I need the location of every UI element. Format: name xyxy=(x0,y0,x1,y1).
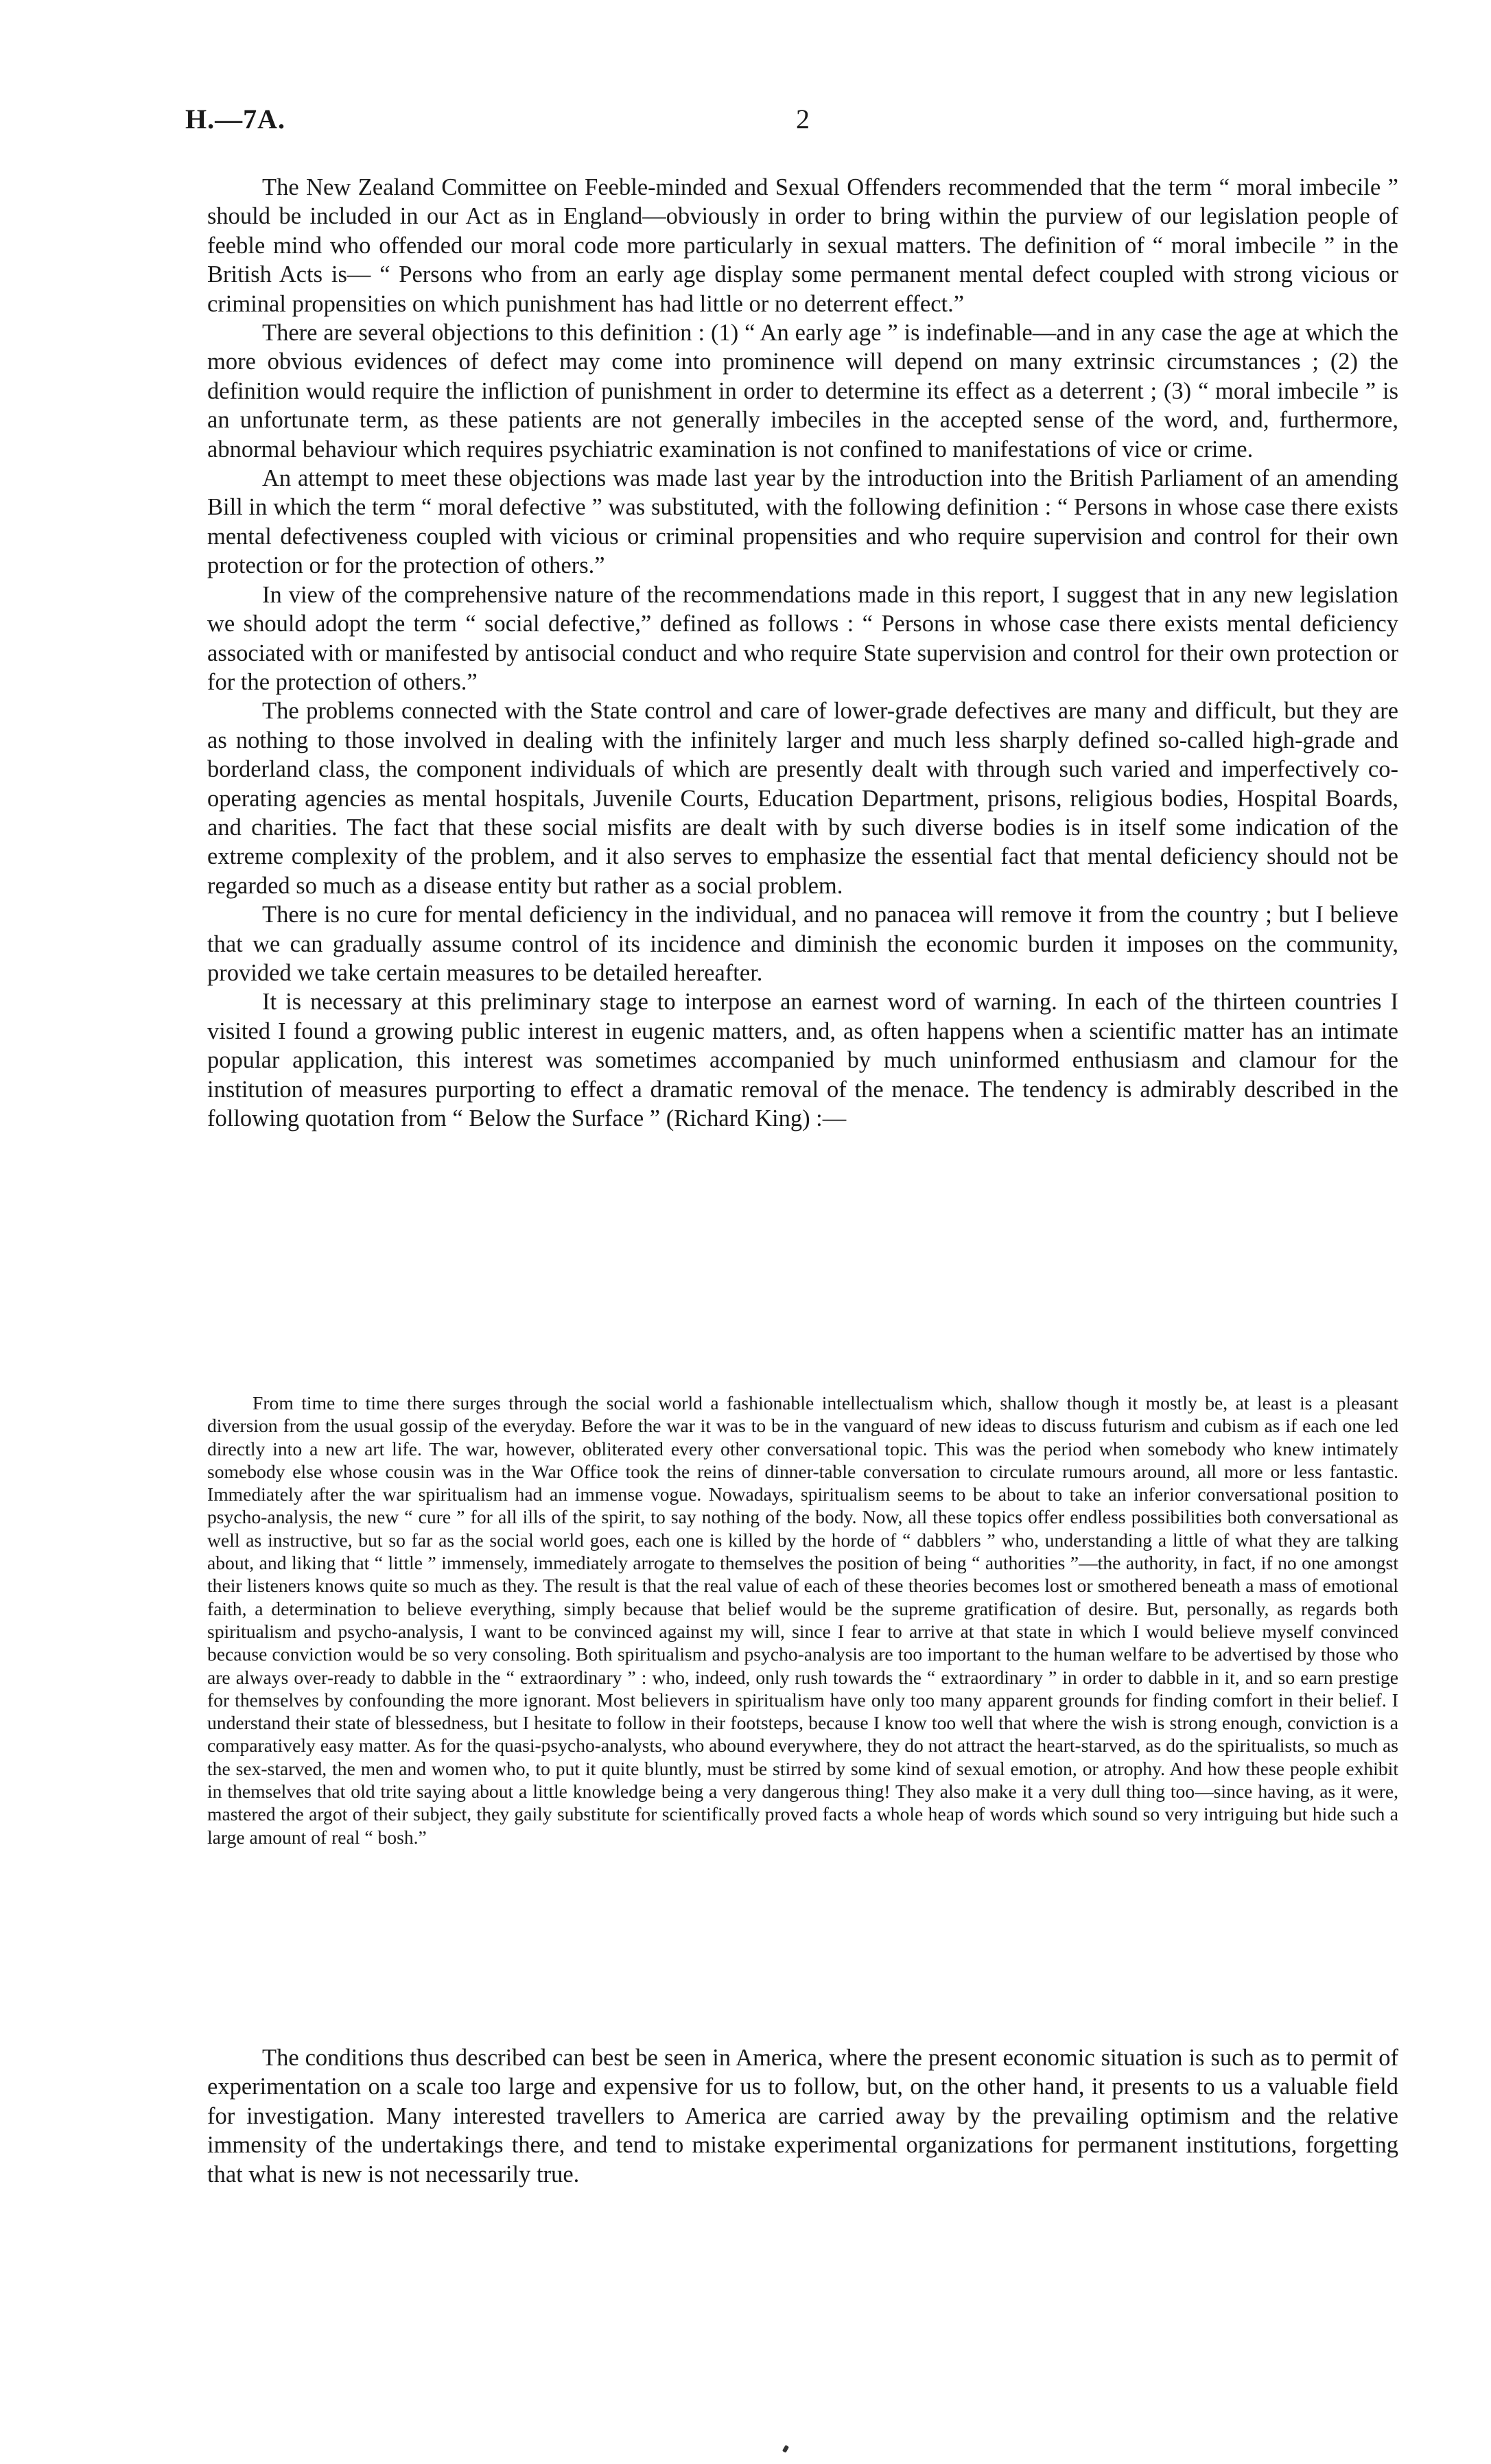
footer-mark xyxy=(782,2445,789,2453)
paragraph-warning: It is necessary at this preliminary stage to interpose an earnest word of warning. In each of the thirteen countries I visited I found a growing public interest in eugenic matters, and, as often happens when a scientific matter has an intimate popular application, this interest was sometimes accompanied by much uninformed enthusiasm and clamour for the institution of measures purporting to effect a dramatic removal of the menace. The tendency is admirably described in the following quotation from “ Below the Surface ” (Richard King) :— xyxy=(207,989,1398,1131)
paragraph-objections: There are several objections to this definition : (1) “ An early age ” is indefinable—and in any case the age at which the more obvious evidences of defect may come into prominence will depend on many extrinsic circumstances ; (2) the definition would require the infliction of punishment in order to determine its effect as a deterrent ; (3) “ moral imbecile ” is an unfortunate term, as these patients are not generally imbeciles in the accepted sense of the word, and, furthermore, abnormal behaviour which requires psychiatric examination is not confined to manifestations of vice or crime. xyxy=(207,320,1398,462)
paragraph-social-defective: In view of the comprehensive nature of the recommendations made in this report, I suggest that in any new legislation we should adopt the term “ social defective,” defined as follows : “ Persons in whose case there exists mental deficiency associated with or manifested by antisocial conduct and who require State supervision and control for their own protection or for the protection of others.” xyxy=(207,581,1398,695)
page-number: 2 xyxy=(796,104,810,134)
document-reference: H.—7A. xyxy=(185,104,285,134)
quotation-text: From time to time there surges through the social world a fashionable intellectualism which, shallow though it mostly be, at least is a pleasant diversion from the usual gossip of the everyday. Before the war it was to be in the vanguard of new ideas to discuss futurism and cubism as if each one led directly into a new art life. The war, however, obliterated every other conversational topic. This was the period when somebody who knew intimately somebody else whose cousin was in the War Office took the reins of dinner-table conversation to circulate rumours around, all more or less fantastic. Immediately after the war spiritualism had an immense vogue. Nowadays, spiritualism seems to be about to take an inferior conversational position to psycho-analysis, the new “ cure ” for all ills of the spirit, to say nothing of the body. Now, all these topics offer endless possibilities both conversational as well as instructive, but so far as the social world goes, each one is killed by the horde of “ dabblers ” who, understanding a little of what they are talking about, and liking that “ little ” immensely, immediately arrogate to themselves the position of being “ authorities ”—the authority, in fact, if no one amongst their listeners knows quite so much as they. The result is that the real value of each of these theories becomes lost or smothered beneath a mass of emotional faith, a determination to believe everything, simply because that belief would be the supreme gratification of desire. But, personally, as regards both spiritualism and psycho-analysis, I want to be convinced against my will, since I fear to arrive at that state in which I would believe myself convinced because conviction would be so very consoling. Both spiritualism and psycho-analysis are too important to the human welfare to be advertised by those who are always over-ready to dabble in the “ extraordinary ” : who, indeed, only rush towards the “ extraordinary ” in order to dabble in it, and so earn prestige for themselves by confounding the more ignorant. Most believers in spiritualism have only too many apparent grounds for finding comfort in their belief. I understand their state of blessedness, but I hesitate to follow in their footsteps, because I know too well that where the wish is strong enough, conviction is a comparatively easy matter. As for the quasi-psycho-analysts, who abound everywhere, they do not attract the heart-starved, as do the spiritualists, so much as the sex-starved, the men and women who, to put it quite bluntly, must be stirred by some kind of sexual emotion, or atrophy. And how these people exhibit in themselves that old trite saying about a little knowledge being a very dangerous thing! They also make it a very dull thing too—since having, as it were, mastered the argot of their subject, they gaily substitute for scientifically proved facts a whole heap of words which sound so very intriguing but hide such a large amount of real “ bosh.” xyxy=(207,1392,1398,1848)
paragraph-problems: The problems connected with the State control and care of lower-grade defectives are many and difficult, but they are as nothing to those involved in dealing with the infinitely larger and much less sharply defined so-called high-grade and borderland class, the component individuals of which are presently dealt with through such varied and imperfectively co-operating agencies as mental hospitals, Juvenile Courts, Education Department, prisons, religious bodies, Hospital Boards, and charities. The fact that these social misfits are dealt with by such diverse bodies is in itself some indication of the extreme complexity of the problem, and it also serves to emphasize the essential fact that mental deficiency should not be regarded so much as a disease entity but rather as a social problem. xyxy=(207,698,1398,899)
block-quotation xyxy=(207,1392,1398,1849)
page-header xyxy=(185,103,1393,144)
paragraph-amending-bill: An attempt to meet these objections was made last year by the introduction into the British Parliament of an amending Bill in which the term “ moral defective ” was substituted, with the following definition : “ Persons in whose case there exists mental defectiveness coupled with vicious or criminal propensities and who require supervision and control for their own protection or for the protection of others.” xyxy=(207,465,1398,579)
paragraph-committee-recommendation: The New Zealand Committee on Feeble-minded and Sexual Offenders recommended that the term “ moral imbecile ” should be included in our Act as in England—obviously in order to bring within the purview of our legislation people of feeble mind who offended our moral code more particularly in sexual matters. The definition of “ moral imbecile ” in the British Acts is— “ Persons who from an early age display some permanent mental defect coupled with strong vicious or criminal propensities on which punishment has had little or no deterrent effect.” xyxy=(207,174,1398,317)
paragraph-america: The conditions thus described can best be seen in America, where the present economic situation is such as to permit of experimentation on a scale too large and expensive for us to follow, but, on the other hand, it presents to us a valuable field for investigation. Many interested travellers to America are carried away by the prevailing optimism and the relative immensity of the undertakings there, and tend to mistake experimental organizations for permanent institutions, forgetting that what is new is not necessarily true. xyxy=(207,2045,1398,2187)
paragraph-no-cure: There is no cure for mental deficiency in the individual, and no panacea will remove it from the country ; but I believe that we can gradually assume control of its incidence and diminish the economic burden it imposes on the community, provided we take certain measures to be detailed hereafter. xyxy=(207,902,1398,986)
body-text xyxy=(207,173,1398,1133)
closing-section xyxy=(207,2043,1398,2189)
